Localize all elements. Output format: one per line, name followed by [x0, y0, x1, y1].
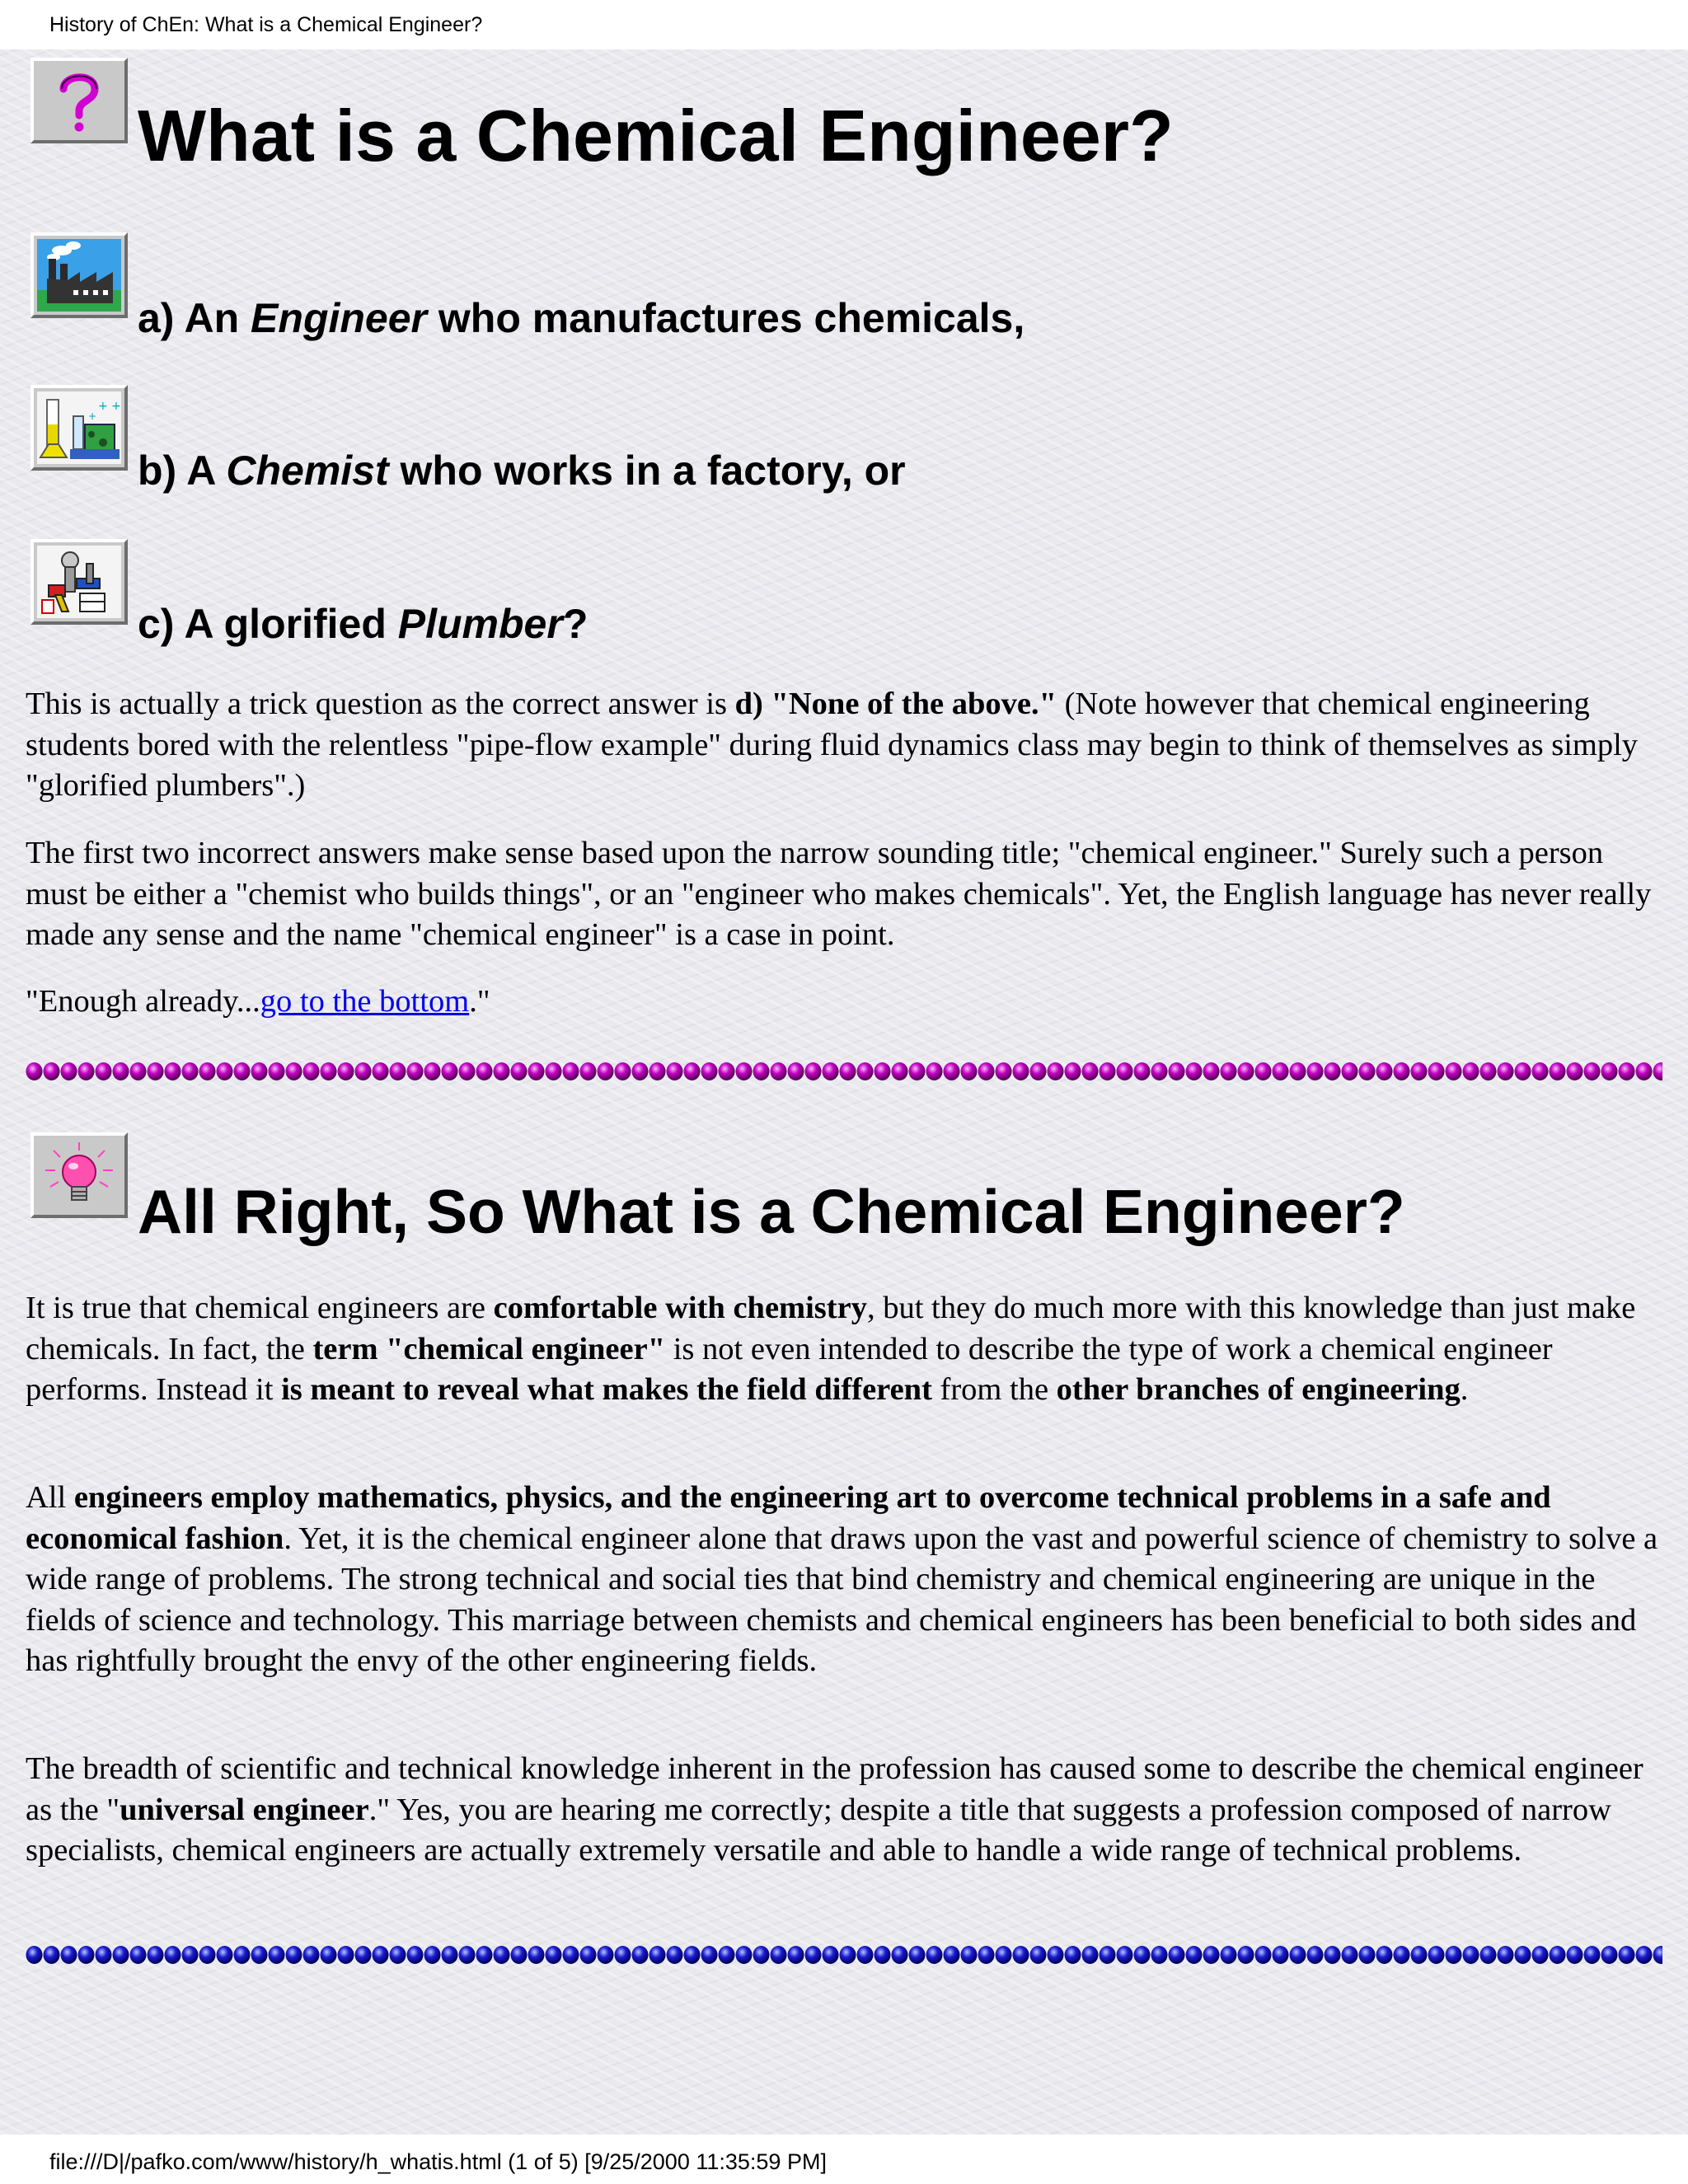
bold-text: other branches of engineering [1056, 1372, 1461, 1407]
print-header [0, 0, 1688, 49]
text-span: is not even intended to describe the type of work a chemical engineer performs. Instead it [26, 1331, 1553, 1407]
text-span: The breadth of scientific and technical knowledge inherent in the profession has caused some to describe the chemical engineer as the " [26, 1751, 1643, 1827]
skip-paragraph [26, 982, 1662, 1023]
option-c [138, 599, 588, 649]
section2-paragraph-1 [26, 1288, 1662, 1411]
svg-text:+ +: + + [98, 400, 121, 413]
bold-text: d) "None of the above." [734, 687, 1057, 721]
bold-text: term "chemical engineer" [312, 1331, 666, 1366]
section2-paragraph-2 [26, 1478, 1662, 1682]
bold-text: engineers employ mathematics, physics, and the engineering art to overcome technical problems in a safe and economical fashion [26, 1480, 1551, 1556]
option-b-suffix: who works in a factory, or [388, 448, 906, 494]
option-c-emphasis: Plumber [397, 601, 563, 647]
question-mark-icon [30, 58, 128, 143]
text-span: This is actually a trick question as the correct answer is [26, 687, 735, 721]
text-span: All [26, 1480, 74, 1515]
bold-text: universal engineer [120, 1792, 369, 1827]
text-span: . [1460, 1372, 1469, 1407]
text-span: ." Yes, you are hearing me correctly; despite a title that suggests a profession composed of narrow specialists, chemical engineers are actually extremely versatile and able to handle a wide range of technical problems. [26, 1792, 1611, 1868]
section2-heading: All Right, So What is a Chemical Engineer? [138, 1177, 1405, 1246]
text-span: "Enough already... [26, 984, 260, 1019]
bold-text: comfortable with chemistry [493, 1291, 867, 1325]
lightbulb-icon [30, 1132, 128, 1218]
svg-text:+: + [88, 410, 97, 422]
option-a-suffix: who manufactures chemicals, [427, 295, 1025, 341]
option-b [138, 446, 906, 495]
plumber-icon [30, 539, 128, 625]
print-footer [0, 2135, 1688, 2184]
purple-bead-divider [26, 1060, 1662, 1083]
answer-paragraph [26, 684, 1662, 807]
page-title: What is a Chemical Engineer? [138, 95, 1174, 176]
option-a-prefix: a) An [138, 295, 251, 341]
explanation-paragraph: The first two incorrect answers make sense based upon the narrow sounding title; "chemical engineer." Surely such a person must be either a "chemist who builds things", or an "engineer who makes chemicals". Yet, the English language has never really made any sense and the name "chemical engineer" is a case in point. [26, 836, 1652, 952]
section2-paragraph-3 [26, 1749, 1662, 1872]
text-span: from the [931, 1372, 1057, 1407]
text-span: ." [469, 984, 490, 1019]
print-footer-path: file:///D|/pafko.com/www/history/h_whatis.html (1 of 5) [9/25/2000 11:35:59 PM] [49, 2149, 827, 2174]
print-header-title: History of ChEn: What is a Chemical Engineer? [49, 13, 483, 36]
option-a [138, 293, 1025, 343]
go-to-bottom-link[interactable]: go to the bottom [260, 984, 470, 1019]
blue-bead-divider [26, 1943, 1662, 1966]
text-span: (Note however that chemical engineering students bored with the relentless "pipe-flow example" during fluid dynamics class may begin to think of themselves as simply "glorified plumbers".) [26, 687, 1639, 803]
text-span: . Yet, it is the chemical engineer alone that draws upon the vast and powerful science of chemistry to solve a wide range of problems. The strong technical and social ties that bind chemistry and chemical engineering are unique in the fields of science and technology. This marriage between chemists and chemical engineers has been beneficial to both sides and has rightfully brought the envy of the other engineering fields. [26, 1521, 1658, 1678]
option-a-emphasis: Engineer [251, 295, 427, 341]
bold-text: is meant to reveal what makes the field different [281, 1372, 932, 1407]
factory-icon [30, 232, 128, 318]
option-c-suffix: ? [562, 601, 588, 647]
text-span: It is true that chemical engineers are [26, 1291, 494, 1325]
chemistry-lab-icon [30, 385, 128, 471]
option-c-prefix: c) A glorified [138, 601, 398, 647]
option-b-emphasis: Chemist [226, 448, 389, 494]
option-b-prefix: b) A [138, 448, 227, 494]
text-span: , but they do much more with this knowledge than just make chemicals. In fact, the [26, 1291, 1636, 1366]
